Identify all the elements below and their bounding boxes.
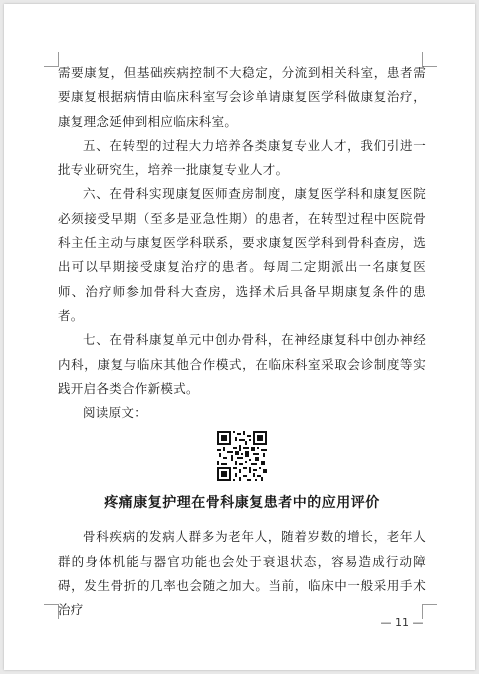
page-number: — 11 — [380,616,424,629]
article-paragraph: 骨科疾病的发病人群多为老年人，随着岁数的增长，老年人群的身体机能与器官功能也会处于衰退状态，容易造成行动障碍，发生骨折的几率也会随之加大。当前，临床中一般采用手术治疗 [58,529,426,618]
read-original-label: 阅读原文： [83,405,148,421]
document-page [4,4,475,670]
crop-mark-top-left [44,52,59,67]
paragraph-continuation: 需要康复，但基础疾病控制不大稳定，分流到相关科室，患者需要康复根据病情由临床科室写会诊单请康复医学科做康复治疗，康复理念延伸到相应临床科室。 [58,65,426,129]
page-content [58,61,426,623]
article-title: 疼痛康复护理在骨科康复患者中的应用评价 [104,495,380,512]
crop-mark-bottom-left [44,604,59,619]
paragraph-item-7: 七、在骨科康复单元中创办骨科，在神经康复科中创办神经内科，康复与临床其他合作模式，在临床科室采取会诊制度等实践开启各类合作新模式。 [58,332,426,396]
paragraph-item-5: 五、在转型的过程大力培养各类康复专业人才，我们引进一批专业研究生，培养一批康复专业人才。 [58,137,426,178]
qr-code-icon[interactable] [217,431,267,481]
paragraph-item-6: 六、在骨科实现康复医师查房制度，康复医学科和康复医院必须接受早期（至多是亚急性期）的患者，在转型过程中医院骨科主任主动与康复医学科联系，要求康复医学科到骨科查房，选出可以早期接受康复治疗的患者。每周二定期派出一名康复医师、治疗师参加骨科大查房，选择术后具备早期康复条件的患者。 [58,186,426,323]
